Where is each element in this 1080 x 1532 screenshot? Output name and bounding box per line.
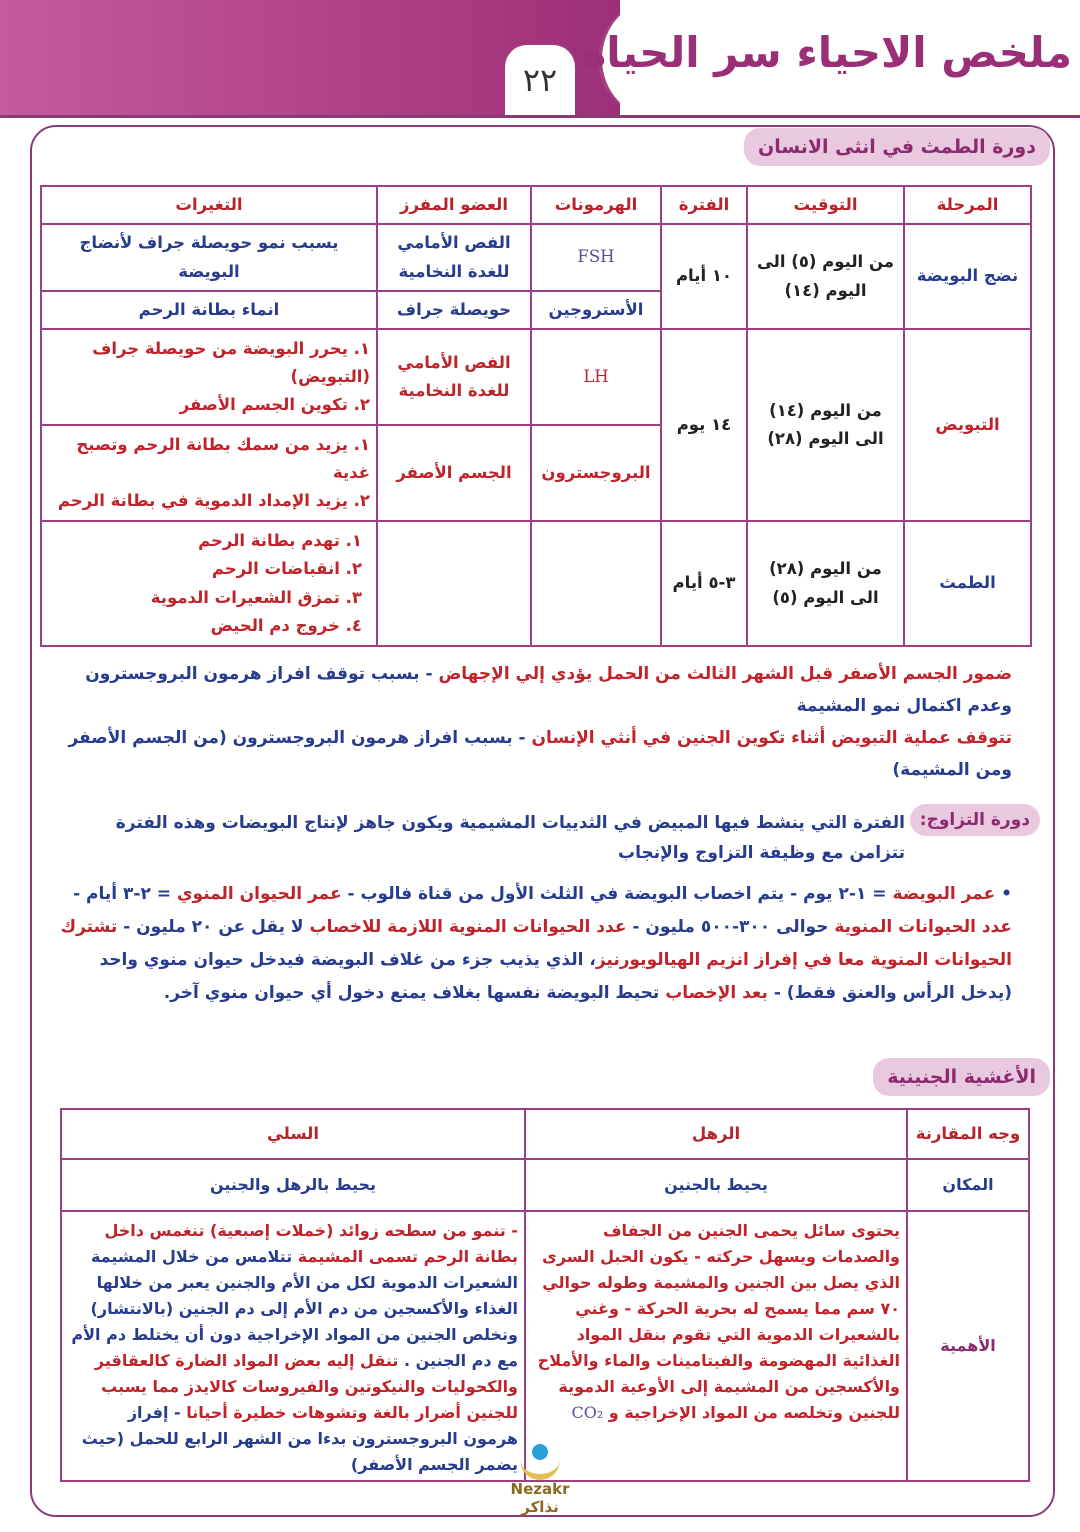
highlight-text: تشترك الحيوانات المنوية معا في إفراز انزيم الهيالويورنيز (60, 917, 1012, 970)
col-header: التوقيت (747, 186, 904, 224)
header-divider (0, 115, 1080, 118)
changes (41, 425, 377, 521)
text-segment: ، الذي يذيب جزء من غلاف البويضة فيدخل حيوان منوي واحد (يدخل الرأس والعنق فقط) - (99, 950, 1012, 1003)
highlight-text: عمر الحيوان المنوي (176, 884, 342, 904)
section-label-membranes: الأغشية الجنينية (873, 1058, 1050, 1096)
changes (41, 521, 377, 646)
col-header: المرحلة (904, 186, 1031, 224)
changes (41, 329, 377, 425)
change-item: ٢. تكوين الجسم الأصفر (179, 395, 370, 415)
note-corpus-luteum (52, 658, 1012, 722)
fertilization-facts (52, 878, 1012, 1010)
table-row (61, 1159, 1029, 1211)
stage-timing: من اليوم (٢٨) الى اليوم (٥) (747, 521, 904, 646)
text-segment: CO₂ (571, 1403, 604, 1422)
row-label: المكان (907, 1159, 1029, 1211)
stage-name: الطمث (904, 521, 1031, 646)
secreting-organ: الجسم الأصفر (377, 425, 531, 521)
stage-period: ٣-٥ أيام (661, 521, 747, 646)
stage-name: التبويض (904, 329, 1031, 521)
text-segment: - إفراز هرمون البروجسترون بدءا من الشهر الرابع للحمل (حيث يضمر الجسم الأصفر) (81, 1403, 518, 1474)
mating-cycle-label: دورة التزاوج: (910, 804, 1040, 836)
highlight-text: - تنمو من سطحه زوائد (خملات إصبعية) تنغمس داخل بطانة الرحم تسمى المشيمة (104, 1221, 518, 1266)
text-segment: لا يقل عن ٢٠ مليون - (117, 917, 310, 937)
col-header: العضو المفرز (377, 186, 531, 224)
stage-timing: من اليوم (٥) الى اليوم (١٤) (747, 224, 904, 329)
change-item: ٢. انقباضات الرحم (211, 559, 362, 579)
text-segment: - بسبب توقف افراز هرمون البروجسترون وعدم اكتمال نمو المشيمة (85, 664, 1012, 716)
text-segment: حوالى ٣٠٠-٥٠٠ مليون - (626, 917, 835, 937)
hormone: FSH (531, 224, 661, 291)
secreting-organ: الفص الأمامي للغدة النخامية (377, 329, 531, 425)
text-segment: تتلامس من خلال المشيمة الشعيرات الدموية لكل من الأم والجنين يعبر من خلالها الغذاء والأكسجين من دم الأم إلى دم الجنين (بالانتشار) وتخلص الجنين من المواد الإخراجية دون أن يختلط دم الأم مع دم الجنين . (71, 1247, 518, 1370)
col-header: الفترة (661, 186, 747, 224)
table-row (61, 1211, 1029, 1481)
amnion-importance (525, 1211, 907, 1481)
table-header-row (41, 186, 1031, 224)
col-header: التغيرات (41, 186, 377, 224)
col-header: الرهل (525, 1109, 907, 1159)
note-ovulation-stop (52, 722, 1012, 786)
col-header: السلي (61, 1109, 525, 1159)
amnion-place: يحيط بالجنين (525, 1159, 907, 1211)
hormone: LH (531, 329, 661, 425)
chorion-place: يحيط بالرهل والجنين (61, 1159, 525, 1211)
table-row (41, 329, 1031, 425)
highlight-text: عمر البويضة (892, 884, 996, 904)
text-segment: = ٢-٣ أيام - (73, 884, 177, 904)
embryonic-membranes-table (60, 1108, 1030, 1482)
text-segment: - بسبب افراز هرمون البروجسترون (من الجسم الأصفر ومن المشيمة) (68, 728, 1012, 780)
changes: يسبب نمو حويصلة جراف لأنضاج البويضة (41, 224, 377, 291)
change-item: ٣. تمزق الشعيرات الدموية (150, 587, 362, 607)
stage-period: ١٤ يوم (661, 329, 747, 521)
text-segment: = ١-٢ يوم - يتم اخصاب البويضة في الثلث الأول من قناة فالوب - (341, 884, 893, 904)
changes: انماء بطانة الرحم (41, 291, 377, 329)
change-item: ٤. خروج دم الحيض (210, 615, 362, 635)
highlight-text: بعد الإخصاب (665, 983, 768, 1003)
watermark-logo (490, 1450, 590, 1516)
hormone: البروجسترون (531, 425, 661, 521)
secreting-organ: حويصلة جراف (377, 291, 531, 329)
book-graduate-icon (520, 1450, 560, 1480)
change-item: ١. يحرر البويضة من حويصلة جراف (التبويض) (92, 338, 370, 386)
secreting-organ: الفص الأمامي للغدة النخامية (377, 224, 531, 291)
stage-period: ١٠ أيام (661, 224, 747, 329)
highlight-text: يحتوى سائل يحمى الجنين من الجفاف والصدمات ويسهل حركته - يكون الحبل السرى الذي يصل بين الجنين والمشيمة وطوله حوالي ٧٠ سم مما يسمح له بحرية الحركة - وغني بالشعيرات الدموية التي تقوم بنقل المواد الغذائية المهضومة والفيتامينات والماء والأملاح والأكسجين من المشيمة إلى الأوعية الدموية للجنين وتخلصه من المواد الإخراجية و (537, 1221, 900, 1422)
mating-cycle-text: الفترة التي ينشط فيها المبيض في الثدييات المشيمية ويكون جاهز لإنتاج البويضات وهذه الفترة تتزامن مع وظيفة التزاوج والإنجاب (115, 813, 905, 863)
page-title: ملخص الاحياء سر الحياة (581, 28, 1072, 77)
highlight-text: عدد الحيوانات المنوية اللازمة للاخصاب (309, 917, 627, 937)
hormone: الأستروجين (531, 291, 661, 329)
text-segment: تحيط البويضة نفسها بغلاف يمنع دخول أي حيوان منوي آخر. (163, 983, 666, 1003)
highlight-text: ضمور الجسم الأصفر قبل الشهر الثالث من الحمل يؤدي إلي الإجهاض (438, 664, 1012, 684)
change-item: ١. تهدم بطانة الرحم (198, 531, 362, 551)
stage-timing: من اليوم (١٤) الى اليوم (٢٨) (747, 329, 904, 521)
stage-name: نضج البويضة (904, 224, 1031, 329)
highlight-text: عدد الحيوانات المنوية (834, 917, 1012, 937)
table-header-row (61, 1109, 1029, 1159)
table-row (41, 224, 1031, 291)
watermark-text: Nezakr نذاكر (510, 1480, 570, 1516)
highlight-text: تتوقف عملية التبويض أثناء تكوين الجنين في أنثي الإنسان (531, 728, 1012, 748)
hormone (531, 521, 661, 646)
page-number: ٢٢ (505, 45, 575, 117)
row-label: الأهمية (907, 1211, 1029, 1481)
change-item: ١. يزيد من سمك بطانة الرحم وتصبح غدية (76, 434, 370, 482)
table-row (41, 521, 1031, 646)
col-header: وجه المقارنة (907, 1109, 1029, 1159)
highlight-text: تنقل إليه بعض المواد الضارة كالعقاقير والكحوليات والنيكوتين والفيروسات كالايدز مما يسبب للجنين أضرار بالغة وتشوهات خطيرة أحيانا (94, 1351, 518, 1422)
chorion-importance (61, 1211, 525, 1481)
col-header: الهرمونات (531, 186, 661, 224)
menstrual-cycle-table (40, 185, 1032, 647)
section-label-menstrual-cycle: دورة الطمث في انثى الانسان (744, 128, 1050, 166)
secreting-organ (377, 521, 531, 646)
text-segment: • (995, 884, 1012, 904)
change-item: ٢. يزيد الإمداد الدموية في بطانة الرحم (57, 491, 370, 511)
